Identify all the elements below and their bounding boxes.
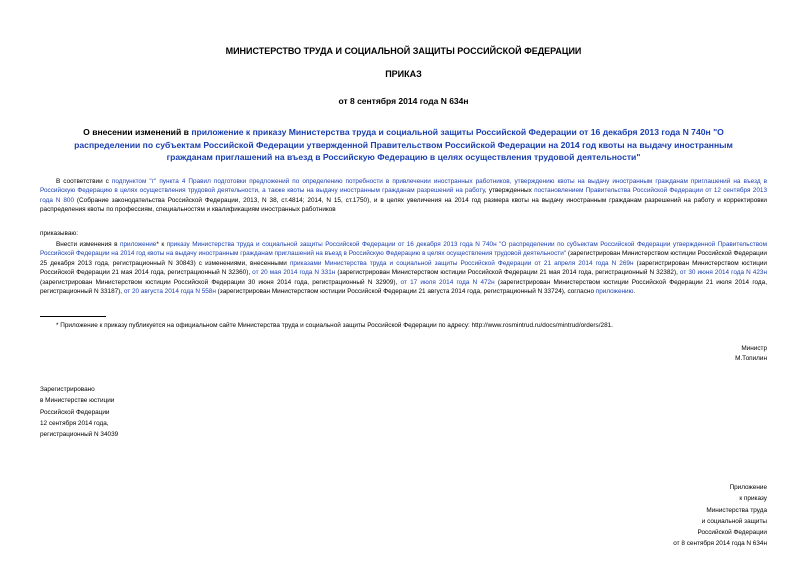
order-331n-link[interactable]: от 20 мая 2014 года N 331н <box>252 269 336 277</box>
text: (зарегистрирован Министерством юстиции Российской Федерации 21 мая 2014 года, регистрационный N 32360), <box>40 259 768 277</box>
registration-line: Зарегистрировано <box>40 386 95 393</box>
appendix-line: Российской Федерации <box>697 529 767 537</box>
text: (зарегистрирован Министерством юстиции Российской Федерации 21 мая 2014 года, регистрационный N 32382), <box>335 269 680 277</box>
registration-line: в Министерстве юстиции <box>40 397 115 405</box>
doc-date-number: от 8 сентября 2014 года N 634н <box>338 96 469 106</box>
order-740n-link[interactable]: приказу Министерства труда и социальной защиты Российской Федерации от 16 декабря 2013 года N 740н "О распределении по субъектам Российской Федерации утвержденной Правительством Российской Федерации на 2014 год квоты на выдачу иностранным гражданам приглашений на въезд в Российскую Федерацию в целях осуществления трудовой деятельности" <box>40 241 768 258</box>
registration-block <box>40 384 118 440</box>
appendix-header <box>673 482 767 550</box>
text: Внести изменения в <box>56 241 121 248</box>
text: (зарегистрирован Министерством юстиции Российской Федерации 21 августа 2014 года, регистрационный N 33724), согласно <box>215 288 596 296</box>
main-paragraph <box>40 240 767 296</box>
registration-line: 12 сентября 2014 года, <box>40 419 109 427</box>
appendix-line: к приказу <box>739 495 767 503</box>
text: * к <box>156 241 167 248</box>
doc-type-heading: ПРИКАЗ <box>385 69 422 79</box>
document-title <box>60 126 747 164</box>
text: (зарегистрирован Министерством юстиции Российской Федерации 30 июня 2014 года, регистрационный N 32909), <box>40 278 401 286</box>
footnote: * Приложение к приказу публикуется на официальном сайте Министерства труда и социальной защиты Российской Федерации по адресу: http://www.rosmintrud.ru/docs/mintrud/orders/281. <box>56 322 613 329</box>
ministry-heading: МИНИСТЕРСТВО ТРУДА И СОЦИАЛЬНОЙ ЗАЩИТЫ РОССИЙСКОЙ ФЕДЕРАЦИИ <box>225 46 582 56</box>
appendix-line: Приложение <box>729 484 767 491</box>
resolution-link[interactable]: постановлением Правительства Российской Федерации от 12 сентября 2013 года N 800 <box>40 187 767 204</box>
order-558n-link[interactable]: от 20 августа 2014 года N 558н <box>123 288 216 296</box>
text: В соответствии с <box>56 178 112 185</box>
appendix-link[interactable]: приложение <box>120 241 157 248</box>
signature-title: Министр <box>741 345 767 352</box>
rules-link[interactable]: подпунктом "г" пункта 4 Правил подготовки предложений по определению потребности в привлечении иностранных работников, утверждению квоты на выдачу иностранным гражданам приглашений на въезд в Российскую Федерацию в целях осуществления трудовой деятельности, а также квоты на выдачу иностранным гражданам разрешений на работу <box>40 178 767 195</box>
appendix-line: Министерства труда <box>706 506 767 514</box>
title-prefix: О внесении изменений в <box>83 127 192 137</box>
preamble-paragraph <box>40 177 767 215</box>
title-link[interactable]: приложение к приказу Министерства труда и социальной защиты Российской Федерации от 16 декабря 2013 года N 740н "О распределении по субъектам Российской Федерации утвержденной Правительством Российской Федерации на 2014 год квоты на выдачу иностранным гражданам приглашений на въезд в Российскую Федерацию в целях осуществления трудовой деятельности" <box>74 127 733 162</box>
appendix-line: от 8 сентября 2014 года N 634н <box>673 540 767 548</box>
registration-line: Российской Федерации <box>40 408 110 416</box>
signature-block <box>735 344 767 363</box>
text: , утвержденных <box>484 187 535 195</box>
order-472n-link[interactable]: от 17 июля 2014 года N 472н <box>400 278 495 286</box>
footnote-divider <box>40 316 106 317</box>
signature-name: М.Топилин <box>735 354 767 362</box>
appendix-ref-link[interactable]: приложению <box>595 288 634 296</box>
text: (зарегистрирован Министерством юстиции Российской Федерации 25 декабря 2013 года, регистрационный N 30843) с изменениями, внесенными <box>40 250 767 267</box>
text: . <box>633 288 636 296</box>
appendix-line: и социальной защиты <box>701 517 767 525</box>
text: (зарегистрирован Министерством юстиции Российской Федерации 21 июля 2014 года, регистрационный N 33187), <box>40 278 767 296</box>
text: (Собрание законодательства Российской Федерации, 2013, N 38, ст.4814; 2014, N 15, ст.1750), и в целях увеличения на 2014 год размера квоты на выдачу иностранным гражданам разрешений на работу и корректировки распределения квоты по профессиям, специальностям и квалификациям иностранных работников <box>40 196 768 214</box>
order-269n-link[interactable]: приказами Министерства труда и социальной защиты Российской Федерации от 21 апреля 2014 года N 269н <box>289 259 634 267</box>
registration-line: регистрационный N 34039 <box>40 431 119 439</box>
order-423n-link[interactable]: от 30 июня 2014 года N 423н <box>679 269 767 277</box>
order-word: приказываю: <box>40 230 78 237</box>
